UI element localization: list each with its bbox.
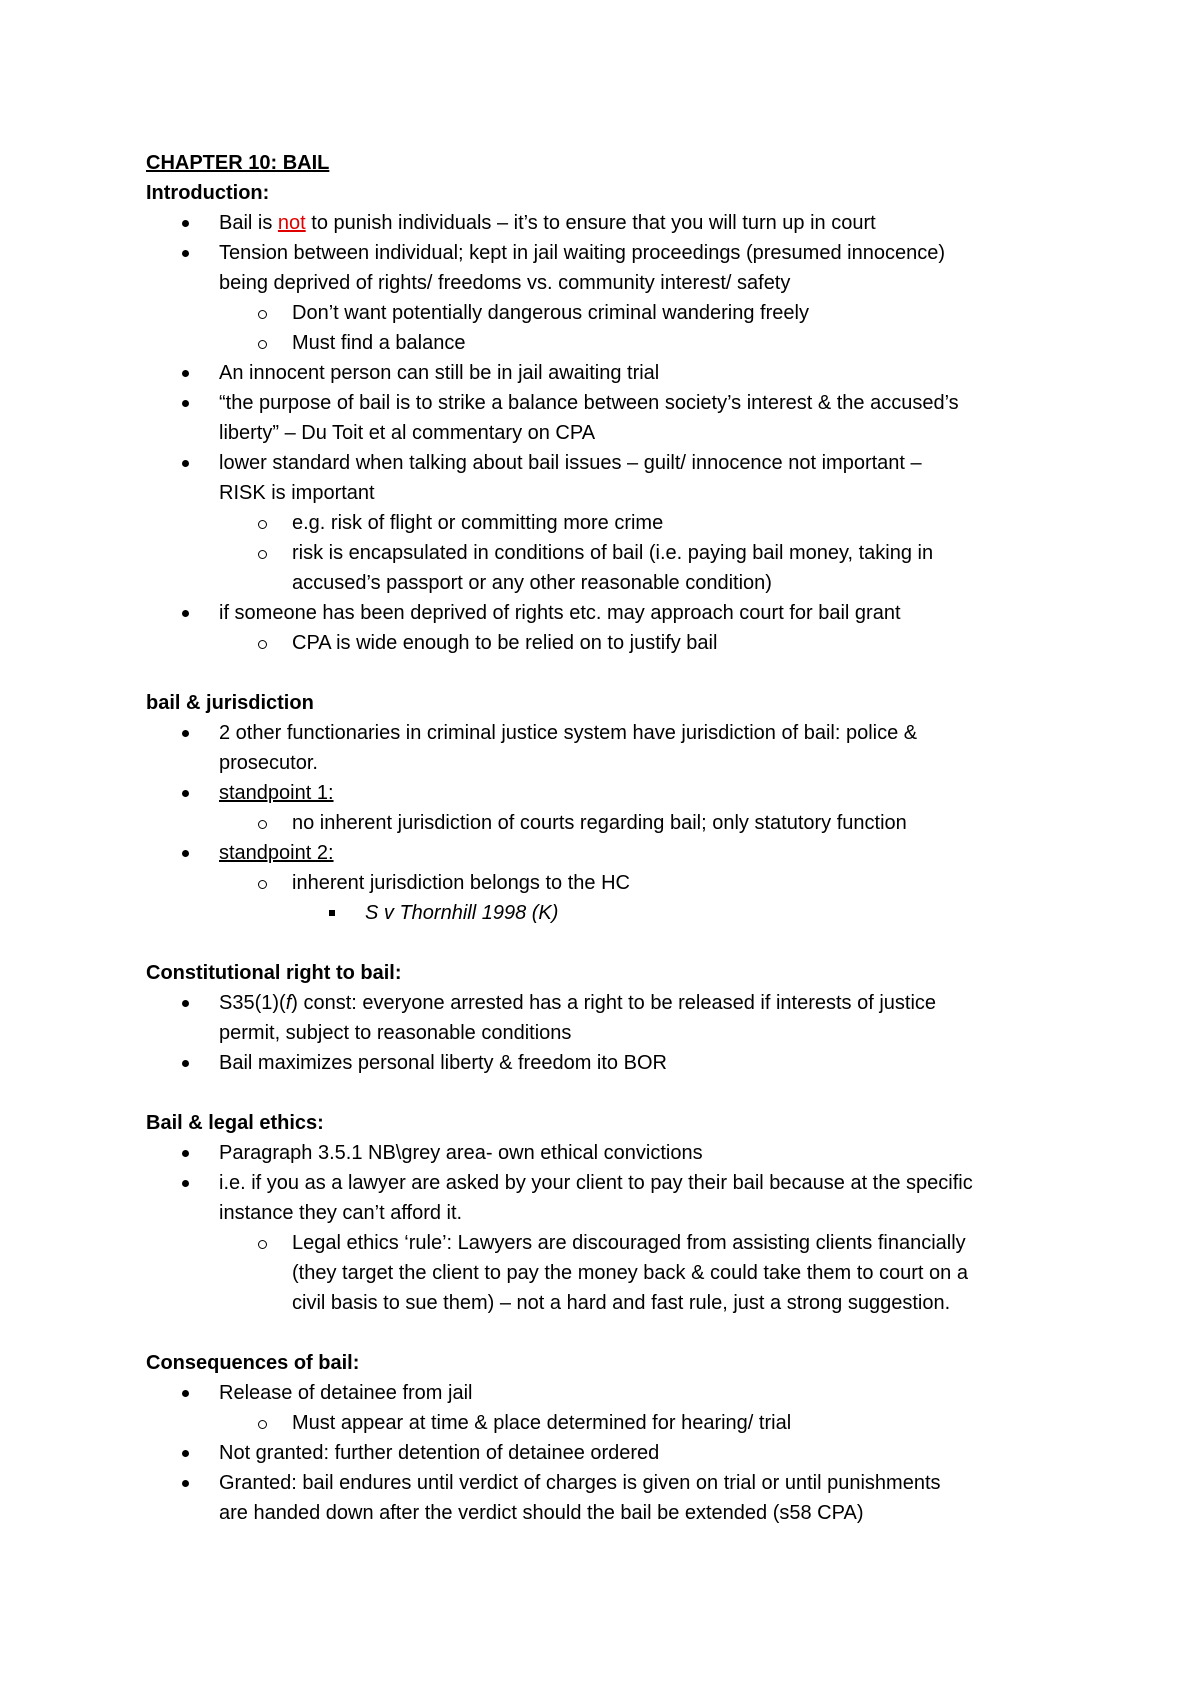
list-item-continuation: permit, subject to reasonable conditions: [219, 1022, 572, 1044]
bullet-icon: [182, 1480, 189, 1487]
list-item: [146, 718, 1086, 748]
list-item-text: Granted: bail endures until verdict of charges is given on trial or until punishments: [219, 1472, 941, 1494]
list-item: [146, 358, 1086, 388]
italic-letter: f: [285, 992, 292, 1014]
bullet-icon: [182, 1150, 189, 1157]
section-heading-jurisdiction: bail & jurisdiction: [146, 692, 314, 714]
list-item-text: to punish individuals – it’s to ensure that you will turn up in court: [305, 212, 876, 234]
list-item-text: i.e. if you as a lawyer are asked by your client to pay their bail because at the specific: [219, 1172, 973, 1194]
bullet-icon: [182, 370, 189, 377]
list-item-continuation: (they target the client to pay the money back & could take them to court on a: [292, 1262, 968, 1284]
list-item-continuation: being deprived of rights/ freedoms vs. community interest/ safety: [219, 272, 791, 294]
bullet-icon: [182, 1390, 189, 1397]
bullet-icon: [182, 850, 189, 857]
bullet-icon: [182, 610, 189, 617]
bullet-icon: [182, 400, 189, 407]
list-item-continuation: accused’s passport or any other reasonable condition): [292, 572, 772, 594]
sub-list-item: [146, 628, 1086, 658]
list-item-text: ) const: everyone arrested has a right to be released if interests of justice: [291, 992, 937, 1014]
bullet-icon: [182, 1060, 189, 1067]
circle-bullet-icon: [258, 340, 267, 349]
bullet-icon: [182, 1180, 189, 1187]
spacer: [146, 928, 1086, 958]
sub-list-item: [146, 1408, 1086, 1438]
list-item-text: Must find a balance: [292, 332, 466, 354]
sub-list-item: [146, 868, 1086, 898]
circle-bullet-icon: [258, 1240, 267, 1249]
list-item-text: Release of detainee from jail: [219, 1382, 473, 1404]
sub-list-item: [146, 1228, 1086, 1258]
circle-bullet-icon: [258, 640, 267, 649]
sub-list-item: [146, 298, 1086, 328]
bullet-icon: [182, 250, 189, 257]
spacer: [146, 658, 1086, 688]
list-item: [146, 598, 1086, 628]
list-item: [146, 838, 1086, 868]
list-item: [146, 1468, 1086, 1498]
sub-sub-list-item: [146, 898, 1086, 928]
circle-bullet-icon: [258, 550, 267, 559]
spacer: [146, 1078, 1086, 1108]
emphasis-not: not: [277, 212, 306, 234]
list-item: [146, 388, 1086, 418]
list-item-text: inherent jurisdiction belongs to the HC: [292, 872, 630, 894]
bullet-icon: [182, 460, 189, 467]
list-item: [146, 1378, 1086, 1408]
list-item: [146, 238, 1086, 268]
circle-bullet-icon: [258, 880, 267, 889]
spacer: [146, 1318, 1086, 1348]
sub-list-item: [146, 508, 1086, 538]
list-item-continuation: liberty” – Du Toit et al commentary on CPA: [219, 422, 596, 444]
chapter-title: CHAPTER 10: BAIL: [146, 152, 330, 174]
list-item: [146, 448, 1086, 478]
sub-list-item: [146, 538, 1086, 568]
list-item-text: Paragraph 3.5.1 NB\grey area- own ethical convictions: [219, 1142, 703, 1164]
list-item-text: risk is encapsulated in conditions of bail (i.e. paying bail money, taking in: [292, 542, 934, 564]
circle-bullet-icon: [258, 310, 267, 319]
list-item-continuation: RISK is important: [219, 482, 375, 504]
section-heading-introduction: Introduction:: [146, 182, 270, 204]
list-item-text: if someone has been deprived of rights etc. may approach court for bail grant: [219, 602, 901, 624]
section-heading-ethics: Bail & legal ethics:: [146, 1112, 324, 1134]
list-item: [146, 988, 1086, 1018]
list-item-text: An innocent person can still be in jail awaiting trial: [219, 362, 660, 384]
list-item-text: CPA is wide enough to be relied on to justify bail: [292, 632, 718, 654]
list-item-text: 2 other functionaries in criminal justice system have jurisdiction of bail: police &: [219, 722, 918, 744]
document-body: [146, 148, 1086, 1528]
bullet-icon: [182, 220, 189, 227]
list-item: [146, 1438, 1086, 1468]
bullet-icon: [182, 1000, 189, 1007]
list-item-text: S35(1)(: [219, 992, 286, 1014]
list-item-text: lower standard when talking about bail issues – guilt/ innocence not important –: [219, 452, 922, 474]
list-item: [146, 208, 1086, 238]
list-item: [146, 1048, 1086, 1078]
circle-bullet-icon: [258, 520, 267, 529]
case-citation: S v Thornhill 1998 (K): [365, 902, 559, 924]
standpoint-1-label: standpoint 1:: [219, 782, 334, 804]
list-item: [146, 1138, 1086, 1168]
list-item-text: Don’t want potentially dangerous criminal wandering freely: [292, 302, 809, 324]
list-item-text: Not granted: further detention of detainee ordered: [219, 1442, 660, 1464]
list-item-text: e.g. risk of flight or committing more crime: [292, 512, 664, 534]
bullet-icon: [182, 1450, 189, 1457]
list-item-continuation: civil basis to sue them) – not a hard and fast rule, just a strong suggestion.: [292, 1292, 951, 1314]
list-item: [146, 1168, 1086, 1198]
sub-list-item: [146, 808, 1086, 838]
square-bullet-icon: [329, 910, 335, 916]
list-item-continuation: prosecutor.: [219, 752, 318, 774]
list-item-text: Legal ethics ‘rule’: Lawyers are discouraged from assisting clients financially: [292, 1232, 966, 1254]
list-item: [146, 778, 1086, 808]
list-item-continuation: instance they can’t afford it.: [219, 1202, 463, 1224]
bullet-icon: [182, 730, 189, 737]
list-item-text: Must appear at time & place determined for hearing/ trial: [292, 1412, 792, 1434]
circle-bullet-icon: [258, 1420, 267, 1429]
circle-bullet-icon: [258, 820, 267, 829]
list-item-text: Bail maximizes personal liberty & freedom ito BOR: [219, 1052, 667, 1074]
standpoint-2-label: standpoint 2:: [219, 842, 334, 864]
section-heading-constitutional: Constitutional right to bail:: [146, 962, 402, 984]
sub-list-item: [146, 328, 1086, 358]
list-item-text: Bail is: [219, 212, 278, 234]
bullet-icon: [182, 790, 189, 797]
list-item-text: Tension between individual; kept in jail waiting proceedings (presumed innocence): [219, 242, 945, 264]
list-item-continuation: are handed down after the verdict should the bail be extended (s58 CPA): [219, 1502, 864, 1524]
section-heading-consequences: Consequences of bail:: [146, 1352, 360, 1374]
list-item-text: no inherent jurisdiction of courts regarding bail; only statutory function: [292, 812, 907, 834]
list-item-text: “the purpose of bail is to strike a balance between society’s interest & the accused’s: [219, 392, 959, 414]
